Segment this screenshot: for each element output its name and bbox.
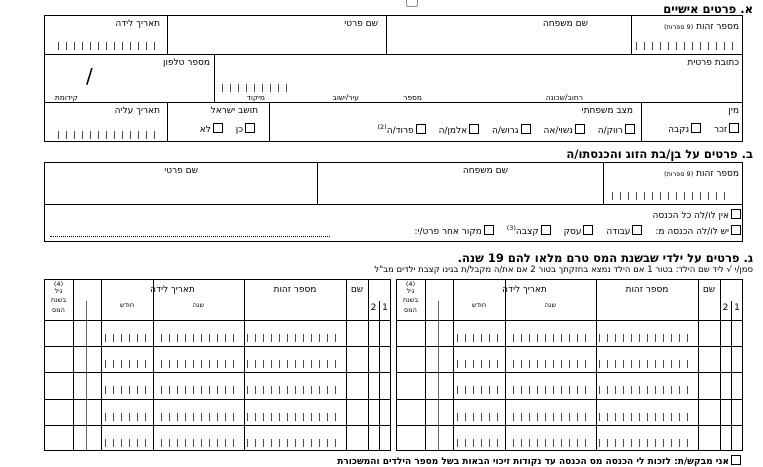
first-name-label: שם פרטי	[344, 19, 378, 29]
col-1-checkbox-cell[interactable]	[379, 322, 389, 344]
immigration-date-field[interactable]	[58, 131, 158, 139]
col-2-checkbox-cell[interactable]	[720, 374, 730, 396]
immigration-date-label: תאריך עליה	[114, 106, 160, 116]
child-id-field[interactable]	[247, 360, 341, 368]
child-id-field[interactable]	[599, 334, 693, 342]
child-id-field[interactable]	[599, 413, 693, 421]
house-number-label: מספר	[403, 93, 422, 102]
child-id-field[interactable]	[247, 386, 341, 394]
income-business-option[interactable]: עסק	[564, 225, 594, 237]
child-birth-date-field[interactable]	[457, 439, 589, 447]
resident-options	[190, 123, 255, 135]
col-1-header: 1	[382, 303, 388, 313]
single-checkbox[interactable]	[625, 124, 635, 134]
child-name-field[interactable]	[348, 401, 367, 423]
child-birth-date-field[interactable]	[105, 386, 237, 394]
col-1-checkbox-cell[interactable]	[731, 322, 741, 344]
tax-year-header-2: המס	[404, 306, 417, 314]
col-1-checkbox-cell[interactable]	[731, 427, 741, 449]
child-birth-date-field[interactable]	[105, 334, 237, 342]
spouse-first-name-label: שם פרטי	[164, 166, 198, 176]
spouse-id-label: מספר זהות (9 ספרות)	[663, 169, 739, 179]
gender-options	[658, 123, 739, 135]
zip-field[interactable]	[222, 84, 292, 92]
year-header: שנה	[544, 301, 557, 309]
table-row	[396, 372, 743, 398]
child-id-field[interactable]	[599, 386, 693, 394]
child-name-field[interactable]	[700, 401, 719, 423]
col-2-checkbox-cell[interactable]	[720, 427, 730, 449]
pension-checkbox[interactable]	[541, 225, 551, 235]
business-checkbox[interactable]	[583, 225, 593, 235]
resident-no-option[interactable]: לא	[200, 123, 223, 135]
spouse-first-name-field[interactable]	[46, 178, 315, 202]
gender-label: מין	[728, 106, 739, 116]
table-row	[44, 320, 391, 346]
col-1-checkbox-cell[interactable]	[731, 348, 741, 370]
child-name-header: שם	[350, 285, 364, 295]
child-name-field[interactable]	[348, 427, 367, 449]
section-c-title: ג. פרטים על ילדי שבשנת המס טרם מלאו להם 19 שנה.	[457, 251, 753, 265]
child-id-header: מספר זהות	[625, 285, 669, 295]
col-2-checkbox-cell[interactable]	[720, 322, 730, 344]
tax-note: (4)	[53, 280, 64, 288]
tax-age-header: גיל	[406, 287, 415, 295]
phone-label: מספר טלפון	[163, 58, 210, 68]
col-2-header: 2	[370, 303, 377, 313]
id-number-label: מספר זהות (9 ספרות)	[663, 22, 739, 32]
table-row	[44, 399, 391, 425]
child-name-field[interactable]	[700, 322, 719, 344]
table-row	[44, 372, 391, 398]
id-number-field[interactable]	[636, 42, 736, 50]
divorced-checkbox[interactable]	[521, 124, 531, 134]
year-header: שנה	[192, 301, 205, 309]
table-row	[396, 346, 743, 372]
footer-checkbox[interactable]	[731, 455, 741, 465]
separated-checkbox[interactable]	[416, 124, 426, 134]
child-id-field[interactable]	[599, 439, 693, 447]
spouse-id-field[interactable]	[612, 192, 732, 200]
child-birth-date-field[interactable]	[105, 360, 237, 368]
last-name-label: שם משפחה	[542, 19, 588, 29]
income-other-option[interactable]: מקור אחר פרט/י:	[414, 225, 493, 237]
col-2-checkbox-cell[interactable]	[368, 401, 378, 423]
area-code-label: קידומת	[54, 93, 78, 102]
marital-status-options	[367, 123, 635, 136]
child-id-header: מספר זהות	[273, 285, 317, 295]
child-name-field[interactable]	[348, 374, 367, 396]
child-birth-date-field[interactable]	[105, 413, 237, 421]
child-id-field[interactable]	[599, 360, 693, 368]
section-c-instructions: סמן/י √ ליד שם הילד: בטור 1 אם הילד נמצא בחזקתך בטור 2 אם את/ה מקבל/ת בגינו קצבת ילדים מב"ל	[374, 265, 753, 275]
col-1-checkbox-cell[interactable]	[379, 427, 389, 449]
section-b-title: ב. פרטים על בן/בת הזוג והכנסתו/ה	[566, 147, 753, 161]
marital-single-option[interactable]: רווק/ה	[598, 124, 635, 136]
resident-no-checkbox[interactable]	[213, 123, 223, 133]
gender-female-option[interactable]: נקבה	[668, 123, 701, 135]
male-checkbox[interactable]	[729, 123, 739, 133]
col-2-checkbox-cell[interactable]	[368, 348, 378, 370]
child-birth-date-field[interactable]	[457, 386, 589, 394]
work-checkbox[interactable]	[632, 225, 642, 235]
col-1-checkbox-cell[interactable]	[379, 374, 389, 396]
child-birth-date-field[interactable]	[105, 439, 237, 447]
child-id-field[interactable]	[247, 413, 341, 421]
address-field[interactable]	[300, 70, 740, 90]
phone-field[interactable]	[46, 68, 212, 90]
marital-divorced-option[interactable]: גרוש/ה	[492, 124, 531, 136]
col-2-header: 2	[722, 303, 729, 313]
spouse-last-name-field[interactable]	[320, 178, 601, 202]
marital-separated-option[interactable]: פרוד/ה$^{(2)}$	[377, 123, 425, 136]
street-label: רחוב/שכונה	[545, 93, 583, 102]
col-1-header: 1	[734, 303, 740, 313]
table-row	[396, 399, 743, 425]
col-1-checkbox-cell[interactable]	[731, 401, 741, 423]
table-row	[396, 425, 743, 451]
spouse-income-sources	[404, 224, 741, 237]
tax-year-header: בשנת	[402, 296, 419, 304]
table-row	[396, 320, 743, 346]
birth-date-label: תאריך לידה	[115, 19, 160, 29]
spouse-no-income-option[interactable]: אין לו/לה כל הכנסה	[653, 209, 742, 221]
child-id-field[interactable]	[247, 439, 341, 447]
gender-male-option[interactable]: זכר	[714, 123, 739, 135]
page-top-marker	[406, 0, 418, 7]
table-row	[44, 425, 391, 451]
col-1-checkbox-cell[interactable]	[379, 348, 389, 370]
resident-yes-option[interactable]: כן	[236, 123, 255, 135]
has-income-option[interactable]: יש לו/לה הכנסה מ:	[655, 225, 741, 237]
child-birth-date-field[interactable]	[457, 413, 589, 421]
zip-label: מיקוד	[246, 93, 265, 102]
child-name-field[interactable]	[700, 348, 719, 370]
child-birth-date-field[interactable]	[457, 334, 589, 342]
child-name-header: שם	[702, 285, 716, 295]
footer-request: אני מבקש/ת: לזכות לי הכנסה מס הכנסה עד נקודות זיכוי הבאות בשל מספר הילדים והמשכורת	[337, 455, 741, 467]
tax-age-header: גיל	[54, 287, 63, 295]
other-source-field[interactable]	[50, 236, 330, 237]
address-label: כתובת פרטית	[687, 58, 739, 68]
table-row	[44, 346, 391, 372]
child-id-field[interactable]	[247, 334, 341, 342]
child-name-field[interactable]	[700, 427, 719, 449]
col-2-checkbox-cell[interactable]	[720, 401, 730, 423]
marital-widowed-option[interactable]: אלמן/ה	[439, 124, 480, 136]
resident-label: תושב ישראל	[210, 106, 258, 116]
child-birth-date-header: תאריך לידה	[150, 285, 195, 295]
has-income-checkbox[interactable]	[731, 225, 741, 235]
col-2-checkbox-cell[interactable]	[368, 427, 378, 449]
married-checkbox[interactable]	[575, 124, 585, 134]
child-birth-date-header: תאריך לידה	[502, 285, 547, 295]
col-1-checkbox-cell[interactable]	[731, 374, 741, 396]
col-1-checkbox-cell[interactable]	[379, 401, 389, 423]
tax-note: (4)	[405, 280, 416, 288]
col-2-checkbox-cell[interactable]	[368, 374, 378, 396]
first-name-field[interactable]	[169, 30, 384, 52]
income-work-option[interactable]: עבודה	[606, 225, 642, 237]
phone-slash: /	[86, 64, 93, 88]
income-pension-option[interactable]: קצבה$^{(3)}$	[507, 224, 551, 237]
city-label: עיר/ישוב	[332, 93, 359, 102]
tax-year-header-2: המס	[52, 306, 65, 314]
last-name-field[interactable]	[388, 30, 629, 52]
widowed-checkbox[interactable]	[469, 124, 479, 134]
col-2-checkbox-cell[interactable]	[368, 322, 378, 344]
tax-year-header: בשנת	[50, 296, 67, 304]
section-a-title: א. פרטים אישיים	[663, 2, 753, 16]
female-checkbox[interactable]	[691, 123, 701, 133]
spouse-last-name-label: שם משפחה	[462, 166, 508, 176]
month-header: חודש	[119, 301, 135, 309]
child-name-field[interactable]	[348, 348, 367, 370]
marital-married-option[interactable]: נשוי/אה	[543, 124, 584, 136]
resident-yes-checkbox[interactable]	[245, 123, 255, 133]
no-income-checkbox[interactable]	[731, 209, 741, 219]
birth-date-field[interactable]	[58, 42, 158, 50]
col-2-checkbox-cell[interactable]	[720, 348, 730, 370]
child-birth-date-field[interactable]	[457, 360, 589, 368]
child-name-field[interactable]	[348, 322, 367, 344]
month-header: חודש	[471, 301, 487, 309]
other-source-checkbox[interactable]	[484, 225, 494, 235]
marital-status-label: מצב משפחתי	[581, 106, 633, 116]
child-name-field[interactable]	[700, 374, 719, 396]
